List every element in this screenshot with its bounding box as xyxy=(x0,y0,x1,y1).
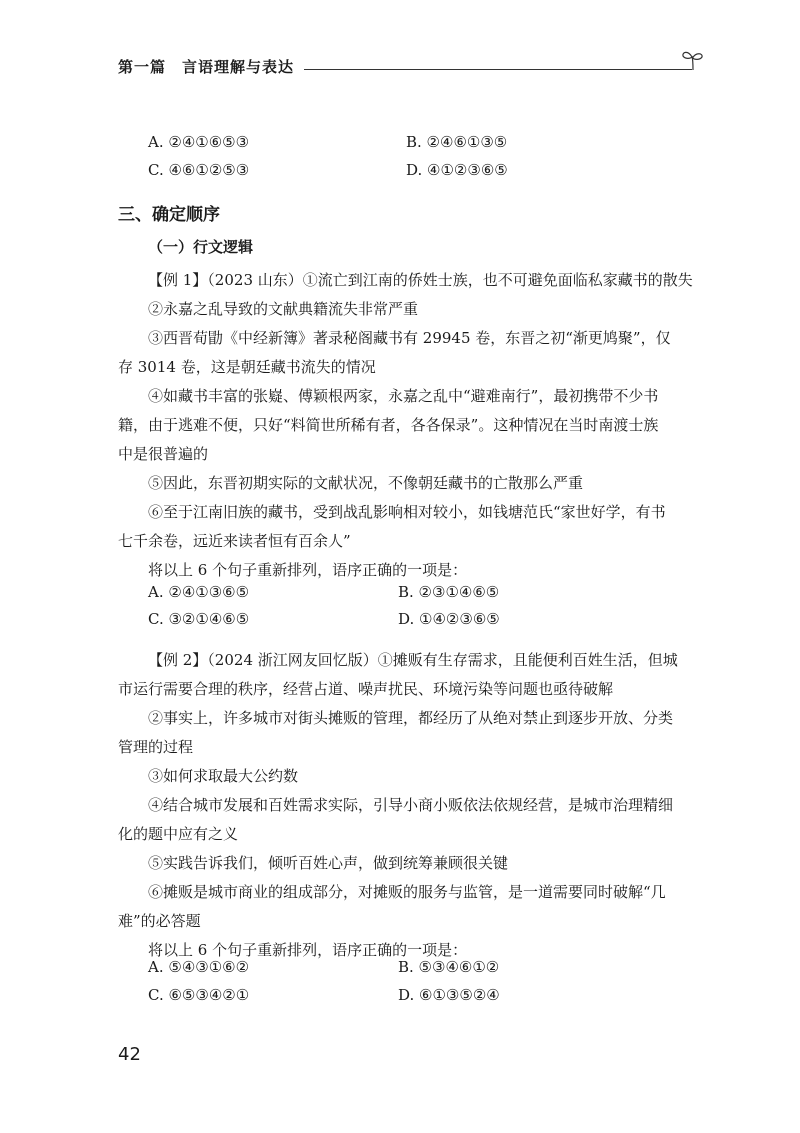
page-number: 42 xyxy=(118,1044,141,1065)
section-title: 三、确定顺序 xyxy=(118,205,220,225)
example-2-option-a: A. ⑤④③①⑥② xyxy=(148,958,250,976)
prev-option-c: C. ④⑥①②⑤③ xyxy=(148,161,250,179)
example-1-line: 七千余卷，远近来读者恒有百余人” xyxy=(118,532,351,550)
prev-option-a: A. ②④①⑥⑤③ xyxy=(148,133,250,151)
example-1-prompt: 将以上 6 个句子重新排列，语序正确的一项是： xyxy=(148,561,468,579)
example-2-prompt: 将以上 6 个句子重新排列，语序正确的一项是： xyxy=(148,941,468,959)
header-rule xyxy=(304,69,692,70)
example-2-line: ②事实上，许多城市对街头摊贩的管理，都经历了从绝对禁止到逐步开放、分类 xyxy=(148,709,674,727)
example-1-line: 籍，由于逃难不便，只好“料简世所稀有者，各各保录”。这种情况在当时南渡士族 xyxy=(118,416,659,434)
example-1-line: ③西晋荀勖《中经新簿》著录秘阁藏书有 29945 卷，东晋之初“渐更鸠聚”，仅 xyxy=(148,329,671,347)
prev-option-b: B. ②④⑥①③⑤ xyxy=(406,133,508,151)
example-1-line: ④如藏书丰富的张嶷、傅颖根两家，永嘉之乱中“避难南行”，最初携带不少书 xyxy=(148,387,659,405)
example-2-line: ⑥摊贩是城市商业的组成部分，对摊贩的服务与监管，是一道需要同时破解“几 xyxy=(148,883,666,901)
sprout-icon xyxy=(680,48,706,72)
example-2-option-b: B. ⑤③④⑥①② xyxy=(398,958,500,976)
example-1-option-b: B. ②③①④⑥⑤ xyxy=(398,583,500,601)
example-2 xyxy=(118,646,698,965)
subsection-title: （一）行文逻辑 xyxy=(148,238,254,256)
example-1-option-a: A. ②④①③⑥⑤ xyxy=(148,583,250,601)
prev-option-d: D. ④①②③⑥⑤ xyxy=(406,161,508,179)
example-2-line: ④结合城市发展和百姓需求实际，引导小商小贩依法依规经营，是城市治理精细 xyxy=(148,796,674,814)
example-1-line: ⑥至于江南旧族的藏书，受到战乱影响相对较小，如钱塘范氏“家世好学，有书 xyxy=(148,503,666,521)
header-title: 第一篇 言语理解与表达 xyxy=(118,58,295,76)
example-1-line: ⑤因此，东晋初期实际的文献状况，不像朝廷藏书的亡散那么严重 xyxy=(148,474,584,492)
example-2-line: 化的题中应有之义 xyxy=(118,825,239,843)
example-2-line: 难”的必答题 xyxy=(118,912,201,930)
example-1-option-c: C. ③②①④⑥⑤ xyxy=(148,610,250,628)
example-1 xyxy=(118,266,698,585)
example-2-option-c: C. ⑥⑤③④②① xyxy=(148,986,250,1004)
example-2-option-d: D. ⑥①③⑤②④ xyxy=(398,986,500,1004)
example-1-option-d: D. ①④②③⑥⑤ xyxy=(398,610,500,628)
example-2-line: 市运行需要合理的秩序，经营占道、噪声扰民、环境污染等问题也亟待破解 xyxy=(118,680,614,698)
running-header xyxy=(118,56,698,80)
example-2-line: ⑤实践告诉我们，倾听百姓心声，做到统筹兼顾很关键 xyxy=(148,854,509,872)
example-1-line: 存 3014 卷，这是朝廷藏书流失的情况 xyxy=(118,358,376,376)
example-1-line: ②永嘉之乱导致的文献典籍流失非常严重 xyxy=(148,300,419,318)
example-1-line: 【例 1】（2023 山东）①流亡到江南的侨姓士族，也不可避免面临私家藏书的散失 xyxy=(148,271,693,289)
example-2-line: 【例 2】（2024 浙江网友回忆版）①摊贩有生存需求，且能便利百姓生活，但城 xyxy=(148,651,678,669)
example-2-line: 管理的过程 xyxy=(118,738,194,756)
example-2-line: ③如何求取最大公约数 xyxy=(148,767,299,785)
example-1-line: 中是很普遍的 xyxy=(118,445,209,463)
